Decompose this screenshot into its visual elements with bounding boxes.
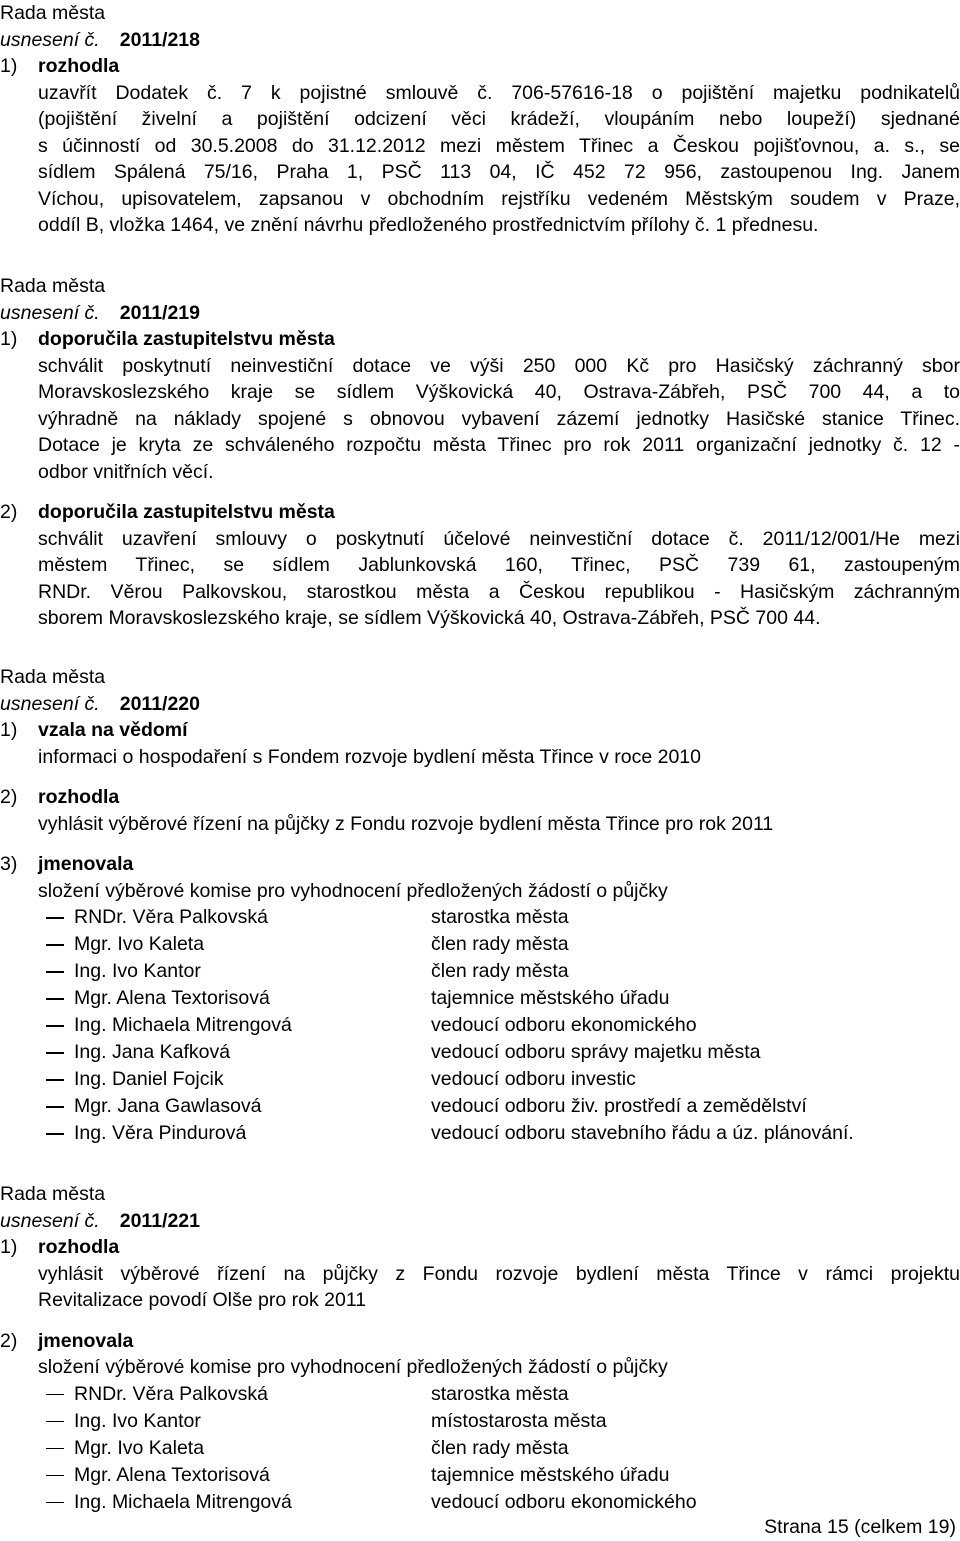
dash-bullet: [46, 944, 64, 946]
resolution-label: usnesení č.: [0, 301, 100, 324]
member-name: Ing. Jana Kafková: [74, 1041, 231, 1063]
item-text-line: sborem Moravskoslezského kraje, se sídlem Výškovická 40, Ostrava-Zábřeh, PSČ 700 44.: [38, 607, 821, 629]
item-text-line: složení výběrové komise pro vyhodnocení předložených žádostí o půjčky: [38, 1356, 668, 1378]
item-verb: rozhodla: [38, 786, 120, 808]
member-role: tajemnice městského úřadu: [431, 1463, 670, 1486]
item-text-line: oddíl B, vložka 1464, ve znění návrhu předloženého prostřednictvím přílohy č. 1 přednesu.: [38, 214, 819, 236]
item-number: 3): [0, 853, 18, 875]
member-role: místostarosta města: [431, 1409, 607, 1432]
resolution-number: [0, 1208, 960, 1235]
member-role: vedoucí odboru ekonomického: [431, 1014, 697, 1036]
item-text-line: Dotace je kryta ze schváleného rozpočtu města Třinec pro rok 2011 organizační jednotky č. 12 -: [38, 434, 960, 456]
item-verb: doporučila zastupitelstvu města: [38, 328, 335, 350]
item-text-line: sídlem Spálená 75/16, Praha 1, PSČ 113 04, IČ 452 72 956, zastoupenou Ing. Janem: [38, 161, 960, 183]
item-text-line: informaci o hospodaření s Fondem rozvoje bydlení města Třince v roce 2010: [38, 745, 701, 768]
dash-bullet: [46, 1133, 64, 1135]
member-name: Ing. Michaela Mitrengová: [74, 1490, 292, 1513]
committee-member: [0, 904, 960, 931]
resolution-id: 2011/220: [119, 692, 200, 715]
committee-member: [0, 1120, 960, 1147]
dash-bullet: [46, 1502, 64, 1504]
member-name: Mgr. Ivo Kaleta: [74, 1436, 205, 1459]
item-heading: [0, 784, 960, 811]
committee-member: [0, 1489, 960, 1516]
committee-member: [0, 1012, 960, 1039]
item-verb: doporučila zastupitelstvu města: [38, 501, 335, 523]
member-name: RNDr. Věra Palkovská: [74, 1382, 268, 1405]
item-text-line: výhradně na náklady spojené s obnovou vybavení zázemí jednotky Hasičské stanice Třinec.: [38, 407, 960, 430]
resolution-2011-220: [0, 664, 960, 1147]
item-heading: [0, 499, 960, 526]
committee-member: [0, 931, 960, 958]
resolution-2011-219: [0, 273, 960, 632]
member-role: starostka města: [431, 906, 569, 928]
item-number: 1): [0, 55, 18, 77]
resolution-id: 2011/218: [119, 28, 200, 51]
item-text-line: vyhlásit výběrové řízení na půjčky z Fondu rozvoje bydlení města Třince pro rok 2011: [38, 812, 774, 835]
item-number: 2): [0, 1329, 18, 1352]
item-number: 1): [0, 328, 18, 350]
dash-bullet: [46, 1052, 64, 1054]
item-verb: jmenovala: [38, 853, 134, 875]
item-heading: [0, 717, 960, 744]
item-text-line: městem Třinec, se sídlem Jablunkovská 160, Třinec, PSČ 739 61, zastoupeným: [38, 554, 960, 576]
dash-bullet: [46, 917, 64, 919]
page-number-footer: Strana 15 (celkem 19): [764, 1516, 956, 1538]
member-name: Ing. Ivo Kantor: [74, 1409, 201, 1432]
council-heading: Rada města: [0, 1183, 106, 1205]
item-verb: jmenovala: [38, 1329, 134, 1352]
committee-member: [0, 1066, 960, 1093]
item-text-line: schválit poskytnutí neinvestiční dotace ve výši 250 000 Kč pro Hasičský záchranný sbor: [38, 354, 960, 377]
committee-member: [0, 1462, 960, 1489]
resolution-number: [0, 691, 960, 718]
item-text-line: Moravskoslezského kraje se sídlem Výškovická 40, Ostrava-Zábřeh, PSČ 700 44, a to: [38, 381, 960, 403]
dash-bullet: [46, 1421, 64, 1423]
member-name: Mgr. Jana Gawlasová: [74, 1095, 262, 1117]
member-role: vedoucí odboru investic: [431, 1068, 636, 1090]
resolution-number: [0, 27, 960, 54]
item-number: 1): [0, 719, 18, 741]
item-heading: [0, 851, 960, 878]
resolution-number: [0, 300, 960, 327]
member-name: Ing. Věra Pindurová: [74, 1122, 247, 1144]
item-text-line: schválit uzavření smlouvy o poskytnutí účelové neinvestiční dotace č. 2011/12/001/He mezi: [38, 527, 960, 550]
council-heading: Rada města: [0, 275, 106, 297]
member-role: starostka města: [431, 1382, 569, 1405]
council-heading: Rada města: [0, 666, 106, 688]
committee-member: [0, 985, 960, 1012]
resolution-2011-221: [0, 1181, 960, 1516]
committee-list: [0, 904, 960, 1147]
committee-member: [0, 1381, 960, 1408]
item-heading: [0, 1328, 960, 1355]
committee-member: [0, 1408, 960, 1435]
resolution-id: 2011/221: [119, 1209, 200, 1232]
dash-bullet: [46, 1394, 64, 1396]
dash-bullet: [46, 1106, 64, 1108]
member-role: vedoucí odboru stavebního řádu a úz. plánování.: [431, 1122, 854, 1144]
committee-list: [0, 1381, 960, 1516]
member-role: vedoucí odboru živ. prostředí a zemědělství: [431, 1095, 807, 1117]
member-role: člen rady města: [431, 1436, 569, 1459]
member-name: Mgr. Alena Textorisová: [74, 987, 270, 1009]
item-text-line: RNDr. Věrou Palkovskou, starostkou města a Českou republikou - Hasičským záchranným: [38, 580, 960, 603]
dash-bullet: [46, 998, 64, 1000]
item-number: 2): [0, 501, 18, 523]
resolution-label: usnesení č.: [0, 692, 100, 715]
item-text-line: odbor vnitřních věcí.: [38, 460, 214, 483]
item-text-line: vyhlásit výběrové řízení na půjčky z Fondu rozvoje bydlení města Třince v rámci projektu: [38, 1262, 960, 1285]
member-role: vedoucí odboru správy majetku města: [431, 1041, 761, 1063]
member-role: člen rady města: [431, 960, 569, 982]
item-text-line: (pojištění živelní a pojištění odcizení věci krádeží, vloupáním nebo loupeží) sjednané: [38, 108, 960, 130]
item-text-line: Revitalizace povodí Olše pro rok 2011: [38, 1289, 367, 1311]
item-number: 1): [0, 1236, 18, 1258]
item-heading: [0, 53, 960, 80]
member-role: tajemnice městského úřadu: [431, 987, 670, 1009]
item-text-line: uzavřít Dodatek č. 7 k pojistné smlouvě č. 706-57616-18 o pojištění majetku podnikatelů: [38, 81, 960, 104]
committee-member: [0, 1093, 960, 1120]
member-name: Ing. Michaela Mitrengová: [74, 1014, 292, 1036]
dash-bullet: [46, 1025, 64, 1027]
item-verb: rozhodla: [38, 1236, 120, 1258]
item-text-line: Víchou, upisovatelem, zapsanou v obchodním rejstříku vedeném Městským soudem v Praze,: [38, 187, 960, 210]
resolution-label: usnesení č.: [0, 28, 100, 51]
resolution-2011-218: [0, 0, 960, 239]
dash-bullet: [46, 1475, 64, 1477]
item-heading: [0, 326, 960, 353]
item-number: 2): [0, 786, 18, 808]
resolution-label: usnesení č.: [0, 1209, 100, 1232]
item-text-line: složení výběrové komise pro vyhodnocení předložených žádostí o půjčky: [38, 879, 668, 902]
member-name: Mgr. Ivo Kaleta: [74, 933, 205, 955]
member-name: Mgr. Alena Textorisová: [74, 1463, 270, 1486]
item-verb: vzala na vědomí: [38, 719, 188, 741]
committee-member: [0, 958, 960, 985]
dash-bullet: [46, 971, 64, 973]
member-name: Ing. Ivo Kantor: [74, 960, 201, 982]
committee-member: [0, 1039, 960, 1066]
council-heading: Rada města: [0, 2, 106, 24]
item-text-line: s účinností od 30.5.2008 do 31.12.2012 mezi městem Třinec a Českou pojišťovnou, a. s., se: [38, 134, 960, 157]
item-heading: [0, 1234, 960, 1261]
item-verb: rozhodla: [38, 55, 120, 77]
committee-member: [0, 1435, 960, 1462]
member-name: RNDr. Věra Palkovská: [74, 906, 268, 928]
dash-bullet: [46, 1079, 64, 1081]
resolution-id: 2011/219: [119, 301, 200, 324]
dash-bullet: [46, 1448, 64, 1450]
member-name: Ing. Daniel Fojcik: [74, 1068, 224, 1090]
member-role: člen rady města: [431, 933, 569, 955]
member-role: vedoucí odboru ekonomického: [431, 1490, 697, 1513]
